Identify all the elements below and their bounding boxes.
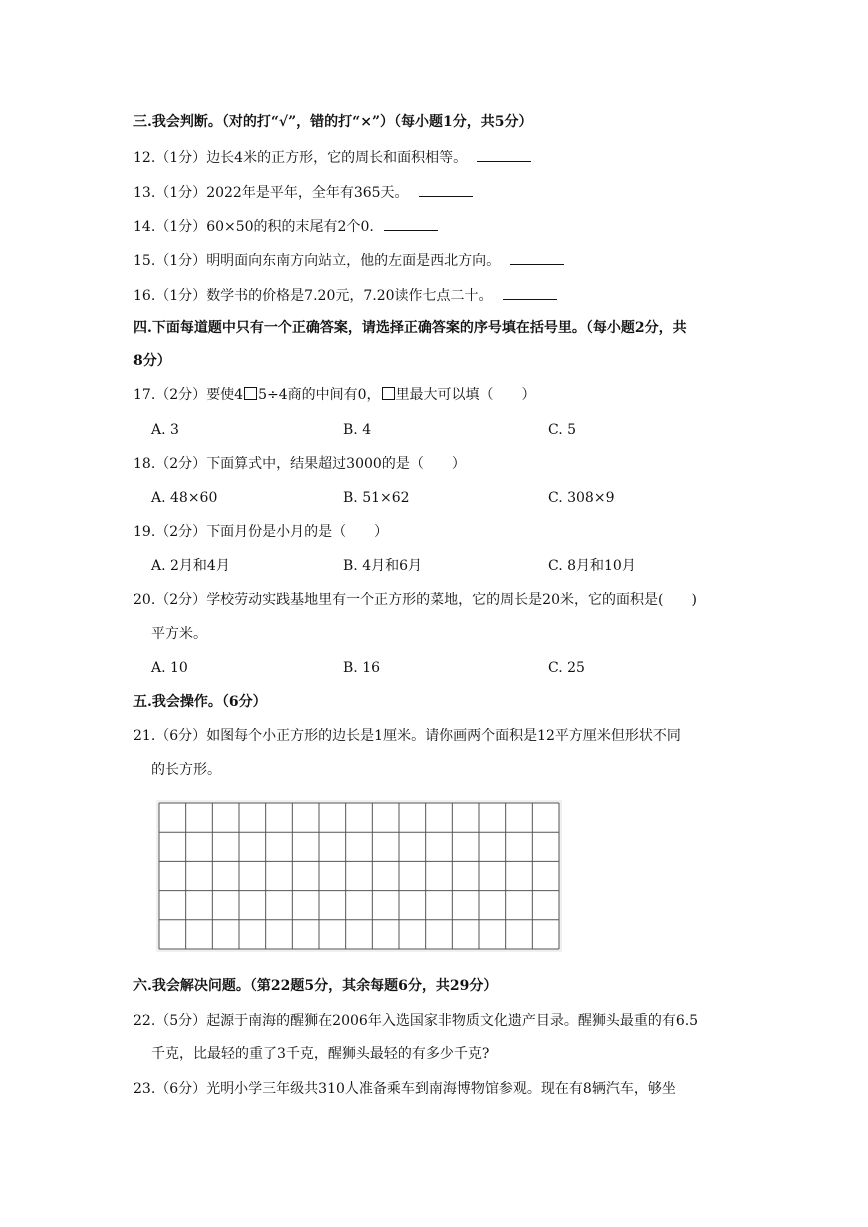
question-22-cont: 千克，比最轻的重了3千克，醒狮头最轻的有多少千克? xyxy=(151,1046,490,1062)
question-21-cont: 的长方形。 xyxy=(151,762,221,778)
question-23: 23.（6分）光明小学三年级共310人准备乘车到南海博物馆参观。现在有8辆汽车，够坐 xyxy=(133,1081,676,1097)
question-17: 17.（2分）要使4 5÷4商的中间有0， 里最大可以填（ ） xyxy=(133,387,536,403)
option-19-a[interactable]: A. 2月和4月 xyxy=(151,558,230,574)
question-19: 19.（2分）下面月份是小月的是（ ） xyxy=(133,524,389,540)
question-18: 18.（2分）下面算式中，结果超过3000的是（ ） xyxy=(133,456,466,472)
section4-title: 四.下面每道题中只有一个正确答案，请选择正确答案的序号填在括号里。（每小题2分，共 xyxy=(133,320,687,336)
option-17-a[interactable]: A. 3 xyxy=(151,422,179,438)
option-19-b[interactable]: B. 4月和6月 xyxy=(343,558,423,574)
blank-box xyxy=(244,387,257,400)
option-18-a[interactable]: A. 48×60 xyxy=(151,490,218,506)
question-22: 22.（5分）起源于南海的醒狮在2006年入选国家非物质文化遗产目录。醒狮头最重的有6.5 xyxy=(133,1013,699,1029)
answer-blank-15[interactable] xyxy=(510,250,564,265)
option-18-c[interactable]: C. 308×9 xyxy=(548,490,615,506)
question-20-cont: 平方米。 xyxy=(151,626,207,642)
question-20: 20.（2分）学校劳动实践基地里有一个正方形的菜地，它的周长是20米，它的面积是( ) xyxy=(133,592,697,608)
option-19-c[interactable]: C. 8月和10月 xyxy=(548,558,636,574)
option-20-b[interactable]: B. 16 xyxy=(343,660,381,676)
option-17-b[interactable]: B. 4 xyxy=(343,422,372,438)
square-grid[interactable] xyxy=(156,800,562,952)
question-14: 14.（1分）60×50的积的末尾有2个0. xyxy=(133,216,438,237)
question-21: 21.（6分）如图每个小正方形的边长是1厘米。请你画两个面积是12平方厘米但形状不同 xyxy=(133,728,681,744)
option-17-c[interactable]: C. 5 xyxy=(548,422,577,438)
section3-title: 三.我会判断。（对的打“√”，错的打“×”）（每小题1分，共5分） xyxy=(133,114,533,130)
answer-blank-14[interactable] xyxy=(384,216,438,231)
question-12: 12.（1分）边长4米的正方形，它的周长和面积相等。 xyxy=(133,147,531,168)
option-18-b[interactable]: B. 51×62 xyxy=(343,490,410,506)
section6-title: 六.我会解决问题。（第22题5分，其余每题6分，共29分） xyxy=(133,978,498,994)
option-20-a[interactable]: A. 10 xyxy=(151,660,188,676)
question-15: 15.（1分）明明面向东南方向站立，他的左面是西北方向。 xyxy=(133,250,564,271)
answer-blank-13[interactable] xyxy=(419,182,473,197)
section4-title-cont: 8分） xyxy=(133,353,171,369)
question-13: 13.（1分）2022年是平年，全年有365天。 xyxy=(133,182,473,203)
option-20-c[interactable]: C. 25 xyxy=(548,660,585,676)
grid-face xyxy=(159,803,559,949)
section5-title: 五.我会操作。（6分） xyxy=(133,694,267,710)
answer-blank-12[interactable] xyxy=(477,147,531,162)
question-16: 16.（1分）数学书的价格是7.20元，7.20读作七点二十。 xyxy=(133,285,557,306)
answer-blank-16[interactable] xyxy=(503,285,557,300)
blank-box xyxy=(382,387,395,400)
